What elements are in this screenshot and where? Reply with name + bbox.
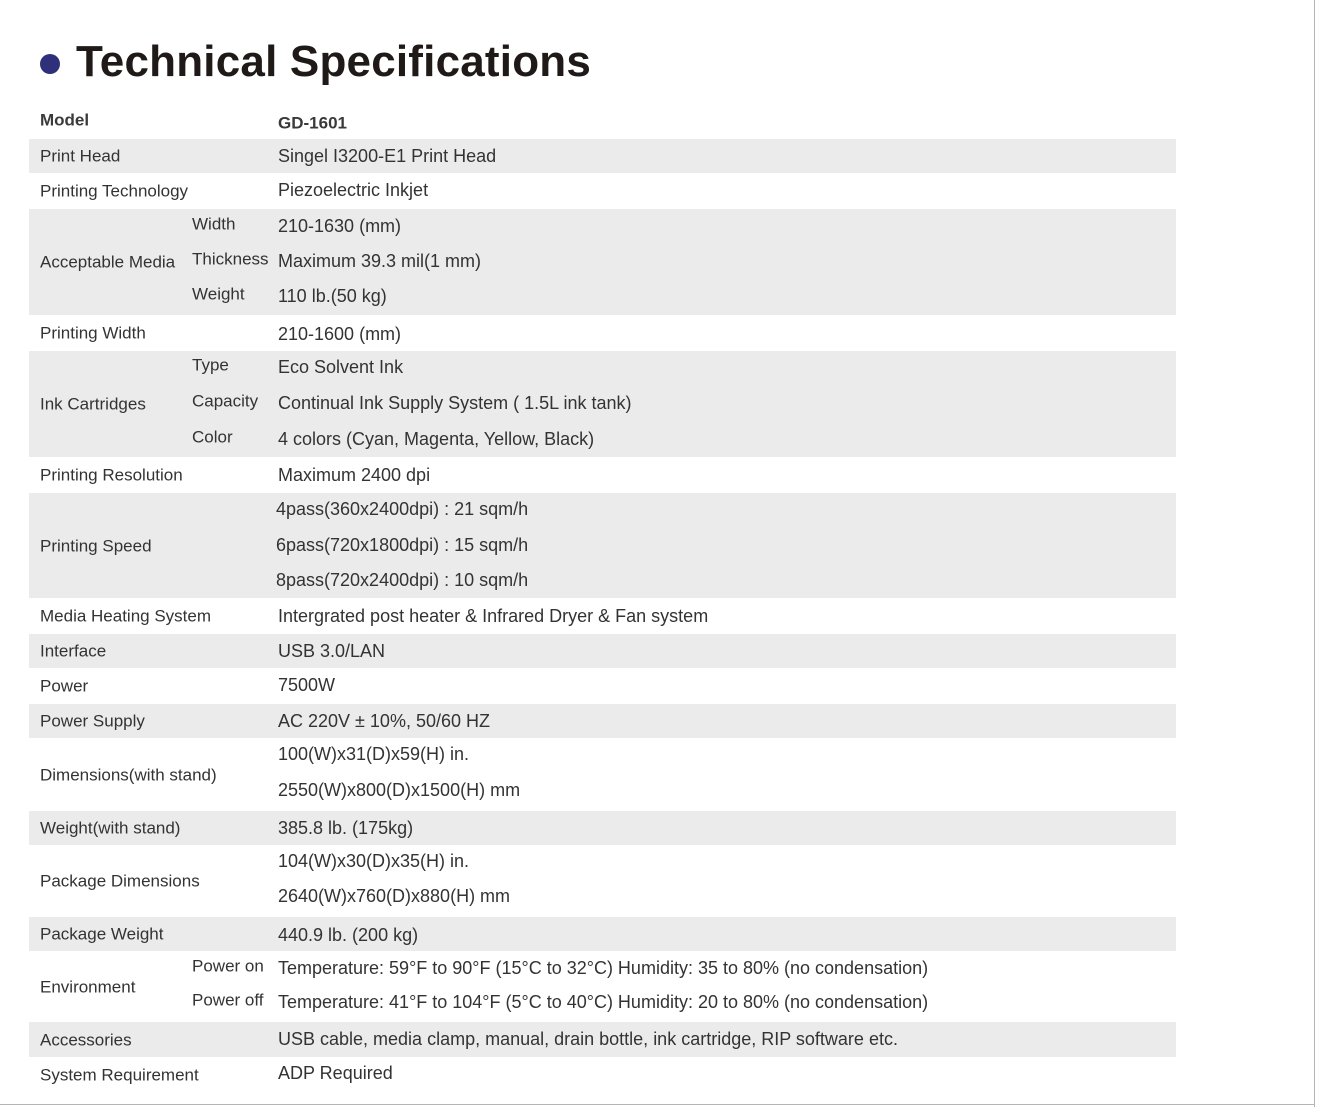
spec-value: 385.8 lb. (175kg) — [278, 818, 414, 838]
spec-label: Package Dimensions — [40, 871, 200, 891]
spec-value: 100(W)x31(D)x59(H) in. — [278, 744, 470, 764]
spec-label: Package Weight — [40, 924, 164, 944]
spec-label: Weight(with stand) — [40, 818, 181, 838]
spec-value: Continual Ink Supply System ( 1.5L ink tank) — [278, 393, 632, 413]
spec-sublabel: Thickness — [192, 249, 269, 269]
spec-value: Maximum 2400 dpi — [278, 465, 431, 485]
spec-value: AC 220V ± 10%, 50/60 HZ — [278, 711, 490, 731]
spec-value: 6pass(720x1800dpi) : 15 sqm/h — [276, 535, 529, 555]
spec-row — [29, 139, 1176, 173]
model-label: Model — [40, 110, 90, 130]
spec-value: 2550(W)x800(D)x1500(H) mm — [278, 780, 521, 800]
spec-label: Printing Resolution — [40, 465, 183, 485]
page-title: Technical Specifications — [76, 37, 592, 86]
spec-sublabel: Power on — [192, 956, 264, 976]
spec-value: Intergrated post heater & Infrared Dryer & Fan system — [278, 606, 709, 626]
model-value: GD-1601 — [278, 113, 347, 133]
spec-value: ADP Required — [278, 1063, 393, 1083]
spec-sublabel: Power off — [192, 990, 264, 1010]
spec-value: 210-1600 (mm) — [278, 324, 402, 344]
spec-row — [29, 951, 1176, 1022]
spec-row — [29, 845, 1176, 917]
spec-label: Printing Technology — [40, 181, 189, 201]
spec-row — [29, 811, 1176, 845]
spec-sublabel: Width — [192, 214, 236, 234]
spec-row — [29, 598, 1176, 634]
spec-value: 104(W)x30(D)x35(H) in. — [278, 851, 470, 871]
spec-row — [29, 738, 1176, 811]
spec-label: Print Head — [40, 146, 121, 166]
spec-label: System Requirement — [40, 1065, 199, 1085]
page-right-border — [1314, 0, 1315, 1107]
spec-label: Printing Width — [40, 323, 146, 343]
spec-row — [29, 493, 1176, 598]
spec-value: Eco Solvent Ink — [278, 357, 404, 377]
spec-sublabel: Type — [192, 355, 229, 375]
spec-table — [29, 103, 1176, 1093]
spec-label: Interface — [40, 641, 107, 661]
spec-value: USB cable, media clamp, manual, drain bottle, ink cartridge, RIP software etc. — [278, 1029, 898, 1049]
spec-row — [29, 351, 1176, 457]
spec-value: 4pass(360x2400dpi) : 21 sqm/h — [276, 499, 529, 519]
page-bottom-border — [0, 1104, 1315, 1105]
spec-row — [29, 457, 1176, 493]
spec-value: Temperature: 41°F to 104°F (5°C to 40°C) Humidity: 20 to 80% (no condensation) — [278, 992, 929, 1012]
spec-label: Printing Speed — [40, 536, 152, 555]
spec-row — [29, 704, 1176, 738]
spec-sublabel: Capacity — [192, 391, 259, 411]
spec-value: Singel I3200-E1 Print Head — [278, 146, 497, 166]
spec-row — [29, 917, 1176, 951]
spec-row — [29, 634, 1176, 668]
spec-row — [29, 209, 1176, 315]
spec-row — [29, 315, 1176, 351]
spec-value: 110 lb.(50 kg) — [278, 286, 387, 306]
spec-row — [29, 1022, 1176, 1057]
spec-value: USB 3.0/LAN — [278, 641, 386, 661]
spec-label: Dimensions(with stand) — [40, 765, 217, 784]
spec-value: 4 colors (Cyan, Magenta, Yellow, Black) — [278, 429, 595, 449]
spec-label: Power — [40, 676, 89, 696]
spec-sublabel: Weight — [192, 284, 245, 304]
spec-value: 2640(W)x760(D)x880(H) mm — [278, 886, 511, 906]
spec-label: Ink Cartridges — [40, 394, 146, 414]
spec-sublabel: Color — [192, 427, 233, 447]
spec-value: 440.9 lb. (200 kg) — [278, 925, 419, 945]
spec-label: Acceptable Media — [40, 252, 176, 272]
spec-value: Maximum 39.3 mil(1 mm) — [278, 251, 482, 271]
spec-label: Media Heating System — [40, 606, 212, 626]
spec-value: 210-1630 (mm) — [278, 216, 402, 236]
spec-value: Temperature: 59°F to 90°F (15°C to 32°C) Humidity: 35 to 80% (no condensation) — [278, 958, 929, 978]
spec-value: 7500W — [278, 675, 336, 695]
section-heading — [40, 34, 591, 90]
spec-label: Environment — [40, 977, 136, 996]
spec-label: Accessories — [40, 1030, 132, 1049]
spec-row — [29, 668, 1176, 704]
spec-row — [29, 173, 1176, 209]
spec-value: Piezoelectric Inkjet — [278, 180, 429, 200]
spec-row — [29, 1057, 1176, 1093]
bullet-icon — [40, 54, 60, 74]
spec-value: 8pass(720x2400dpi) : 10 sqm/h — [276, 570, 529, 590]
spec-row-model — [29, 103, 1176, 139]
spec-label: Power Supply — [40, 711, 145, 731]
